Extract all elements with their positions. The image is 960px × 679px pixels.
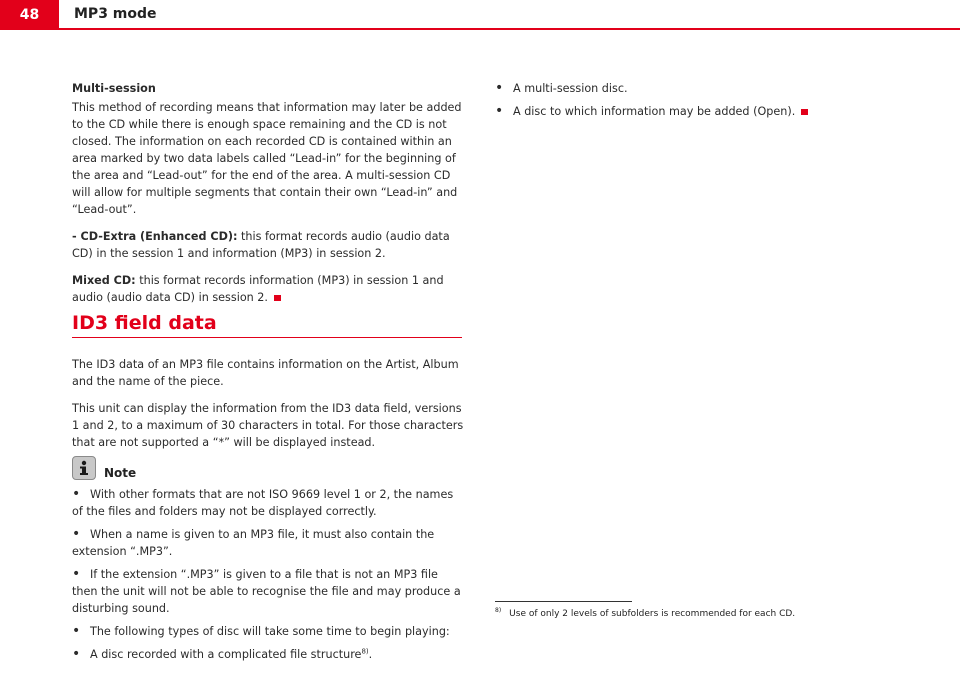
id3-paragraph-2: This unit can display the information from the ID3 data field, versions 1 and 2, to a maximum of 30 characters in total. For those characters that are not supported a “*” will be displayed instead. [72, 402, 464, 449]
footnote-ref: 8) [361, 647, 369, 656]
page-number: 48 [0, 0, 59, 29]
right-column [495, 80, 885, 126]
bullet-icon: • [72, 526, 81, 542]
info-icon [72, 456, 96, 480]
note-item [72, 526, 464, 560]
disc-type-text: A multi-session disc. [513, 82, 628, 95]
page-header [0, 0, 960, 30]
footnote [495, 609, 795, 619]
bullet-icon: • [72, 486, 81, 502]
note-item [72, 566, 464, 617]
header-title: MP3 mode [74, 6, 157, 22]
cdextra-paragraph [72, 228, 464, 262]
bullet-icon: • [495, 103, 504, 119]
mixed-label: Mixed CD: [72, 274, 136, 287]
cdextra-text: this format records audio (audio data CD) in the session 1 and information (MP3) in session 2. [72, 230, 450, 260]
info-glyph-icon [77, 460, 91, 476]
header-rule [0, 28, 960, 30]
note-item [72, 623, 464, 640]
cdextra-label: - CD-Extra (Enhanced CD): [72, 230, 238, 243]
multisession-heading: Multi-session [72, 82, 156, 95]
id3-paragraph-1: The ID3 data of an MP3 file contains information on the Artist, Album and the name of the piece. [72, 358, 459, 388]
note-list [72, 486, 464, 669]
bullet-icon: • [72, 623, 81, 639]
note-heading [72, 456, 136, 480]
end-mark-icon [274, 295, 281, 301]
note-item-text: When a name is given to an MP3 file, it must also contain the extension “.MP3”. [72, 528, 435, 558]
note-label: Note [104, 466, 137, 480]
note-item-text: With other formats that are not ISO 9669 level 1 or 2, the names of the files and folders may not be displayed correctly. [72, 488, 454, 518]
mixed-text: this format records information (MP3) in session 1 and audio (audio data CD) in session 2. [72, 274, 444, 304]
end-mark-icon [801, 109, 808, 115]
note-item-text: If the extension “.MP3” is given to a file that is not an MP3 file then the unit will not be able to recognise the file and may produce a disturbing sound. [72, 568, 461, 615]
id3-section [72, 356, 464, 461]
note-item-text: The following types of disc will take some time to begin playing: [90, 625, 450, 638]
disc-type-item [495, 80, 885, 97]
note-item-end: . [368, 648, 373, 661]
left-column [72, 80, 464, 316]
bullet-icon: • [72, 566, 81, 582]
note-item-text: A disc recorded with a complicated file structure [90, 648, 362, 661]
section-title: ID3 field data [72, 312, 462, 338]
mixed-paragraph [72, 272, 464, 306]
note-item [72, 646, 464, 663]
multisession-text: This method of recording means that information may later be added to the CD while there is enough space remaining and the CD is not closed. The information on each recorded CD is contained within an area marked by two data labels called “Lead-in” for the beginning of the area and “Lead-out” for the end of the area. A multi-session CD will allow for multiple segments that contain their own “Lead-in” and “Lead-out”. [72, 101, 462, 216]
note-item [72, 486, 464, 520]
footnote-marker: 8) [495, 607, 502, 614]
disc-type-wrap [513, 103, 808, 120]
disc-type-item [495, 103, 885, 120]
footnote-rule [495, 601, 632, 602]
bullet-icon: • [495, 80, 504, 96]
disc-type-text: A disc to which information may be added (Open). [513, 105, 796, 118]
footnote-text: Use of only 2 levels of subfolders is recommended for each CD. [509, 609, 796, 619]
bullet-icon: • [72, 646, 81, 662]
